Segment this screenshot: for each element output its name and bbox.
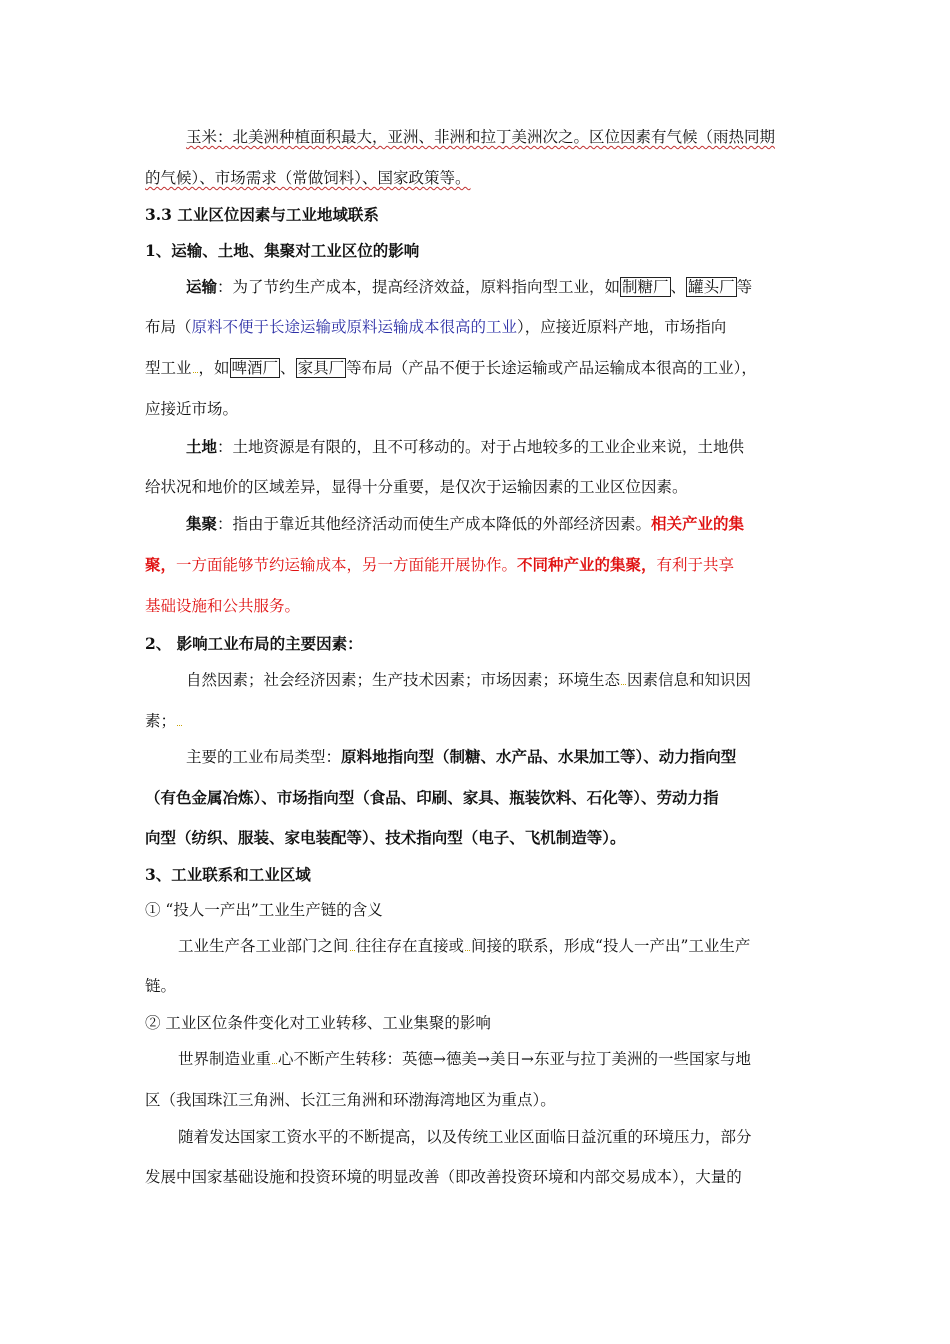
transport-label: 运输 <box>186 277 218 296</box>
boxed-term: 啤酒厂 <box>231 359 279 377</box>
text-line: 素； <box>145 710 183 732</box>
text-line: 自然因素；社会经济因素；生产技术因素；市场因素；环境生态 因素信息和知识因 <box>186 671 752 689</box>
red-text: 相关产业的集 <box>651 514 745 533</box>
text-line: 工业生产各工业部门之间 往往存在直接或 间接的联系，形成“投人一产出”工业生产 <box>178 937 751 955</box>
subsection-heading: 3、工业联系和工业区域 <box>145 865 311 884</box>
text-line: 向型（纺织、服装、家电装配等）、技术指向型（电子、飞机制造等）。 <box>145 828 626 847</box>
text-line: 区（我国珠江三角洲、长江三角洲和环渤海湾地区为重点）。 <box>145 1091 556 1109</box>
subsection-heading: 1、运输、土地、集聚对工业区位的影响 <box>145 241 420 260</box>
section-title: 3.3 工业区位因素与工业地域联系 <box>145 205 379 224</box>
text-line: 应接近市场。 <box>145 400 239 418</box>
text-line: 随着发达国家工资水平的不断提高，以及传统工业区面临日益沉重的环境压力，部分 <box>178 1128 752 1146</box>
text-line <box>145 167 471 189</box>
text-line: 聚，一方面能够节约运输成本，另一方面能开展协作。不同种产业的集聚，有利于共享 <box>145 555 735 574</box>
text-line: 给状况和地价的区域差异，显得十分重要，是仅次于运输因素的工业区位因素。 <box>145 478 688 496</box>
circled-item: ① “投人一产出”工业生产链的含义 <box>145 901 383 919</box>
paragraph-transport: 运输：为了节约生产成本，提高经济效益，原料指向型工业，如 制糖厂 、 罐头厂 等 <box>186 277 753 296</box>
text-line: 世界制造业重 心不断产生转移：英德→德美→美日→东亚与拉丁美洲的一些国家与地 <box>178 1050 751 1068</box>
boxed-term: 罐头厂 <box>688 278 735 296</box>
text-line: 基础设施和公共服务。 <box>145 597 301 615</box>
text-line: （有色金属冶炼）、市场指向型（食品、印刷、家具、瓶装饮料、石化等）、劳动力指 <box>145 788 719 807</box>
format-mark <box>177 721 182 726</box>
subsection-heading: 2、 影响工业布局的主要因素： <box>145 634 363 653</box>
text-line: 布局（原料不便于长途运输或原料运输成本很高的工业），应接近原料产地，市场指向 <box>145 318 727 336</box>
paragraph-agglomeration: 集聚：指由于靠近其他经济活动而使生产成本降低的外部经济因素。相关产业的集 <box>186 514 745 533</box>
text-line <box>186 126 775 148</box>
format-mark <box>621 680 626 685</box>
paragraph-land: 土地：土地资源是有限的，且不可移动的。对于占地较多的工业企业来说，土地供 <box>186 437 745 456</box>
format-mark <box>193 368 198 373</box>
land-label: 土地 <box>186 437 218 456</box>
format-mark <box>350 946 355 951</box>
text-line: 链。 <box>145 977 177 995</box>
agglomeration-label: 集聚 <box>186 514 218 533</box>
format-mark <box>272 1059 277 1064</box>
text-line: 发展中国家基础设施和投资环境的明显改善（即改善投资环境和内部交易成本），大量的 <box>145 1168 742 1186</box>
text-line: 型工业 ，如 啤酒厂 、 家具厂 等布局（产品不便于长途运输或产品运输成本很高的工业）， <box>145 359 757 377</box>
boxed-term: 家具厂 <box>297 359 345 377</box>
format-mark <box>465 946 470 951</box>
corn-text: 玉米：北美洲种植面积最大，亚洲、非洲和拉丁美洲次之。区位因素有气候（雨热同期 <box>186 128 776 146</box>
blue-text: 原料不便于长途运输或原料运输成本很高的工业 <box>191 318 518 336</box>
circled-item: ② 工业区位条件变化对工业转移、工业集聚的影响 <box>145 1014 491 1032</box>
text-line: 主要的工业布局类型：原料地指向型（制糖、水产品、水果加工等）、动力指向型 <box>186 747 737 766</box>
corn-text-cont: 的气候）、市场需求（常做饲料）、国家政策等。 <box>145 169 471 187</box>
boxed-term: 制糖厂 <box>622 278 669 296</box>
